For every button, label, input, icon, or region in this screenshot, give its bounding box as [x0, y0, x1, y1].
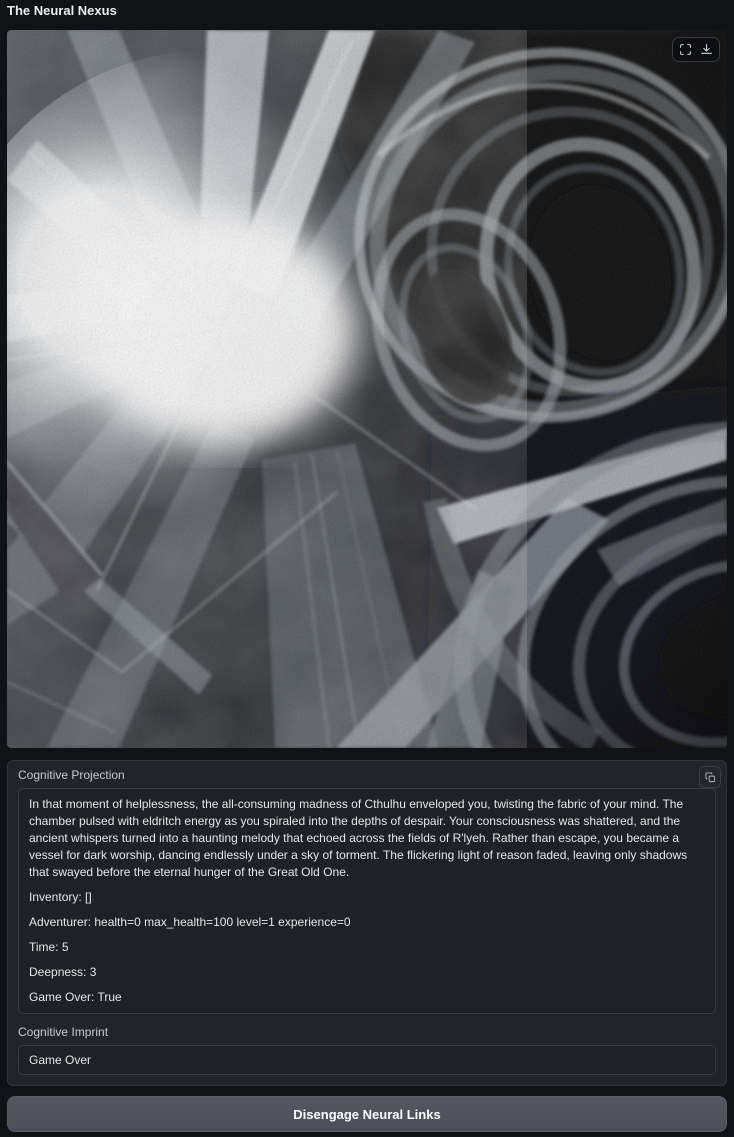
page-title: The Neural Nexus — [7, 3, 117, 18]
adventurer-stats-line: Adventurer: health=0 max_health=100 level=1 experience=0 — [29, 915, 351, 929]
projection-label: Cognitive Projection — [18, 768, 125, 782]
output-panel — [7, 760, 727, 1086]
image-toolbar — [672, 37, 720, 62]
scene-image[interactable] — [7, 30, 727, 748]
disengage-button[interactable]: Disengage Neural Links — [7, 1096, 727, 1132]
fullscreen-button[interactable] — [675, 40, 696, 59]
download-icon — [700, 43, 713, 56]
deepness-line: Deepness: 3 — [29, 965, 97, 979]
imprint-label: Cognitive Imprint — [18, 1025, 109, 1039]
fullscreen-icon — [679, 43, 692, 56]
inventory-line: Inventory: [] — [29, 890, 92, 904]
copy-button[interactable] — [699, 766, 721, 788]
copy-icon — [705, 772, 716, 783]
projection-textbox[interactable] — [18, 788, 716, 1014]
story-paragraph: In that moment of helplessness, the all-consuming madness of Cthulhu enveloped you, twisting the fabric of your mind. The chamber pulsed with eldritch energy as you spiraled into the depths of despair. Your consciousness was shattered, and the ancient whispers turned into a haunting melody that echoed across the fields of R'lyeh. Rather than escape, you became a vessel for dark worship, dancing endlessly under a sky of torment. The flickering light of reason faded, leaving only shadows that swayed before the eternal hunger of the Great Old One. — [29, 797, 688, 879]
scene-image-viewer — [7, 30, 727, 748]
time-line: Time: 5 — [29, 940, 69, 954]
game-over-line: Game Over: True — [29, 990, 122, 1004]
download-button[interactable] — [696, 40, 717, 59]
imprint-input[interactable] — [18, 1045, 716, 1075]
